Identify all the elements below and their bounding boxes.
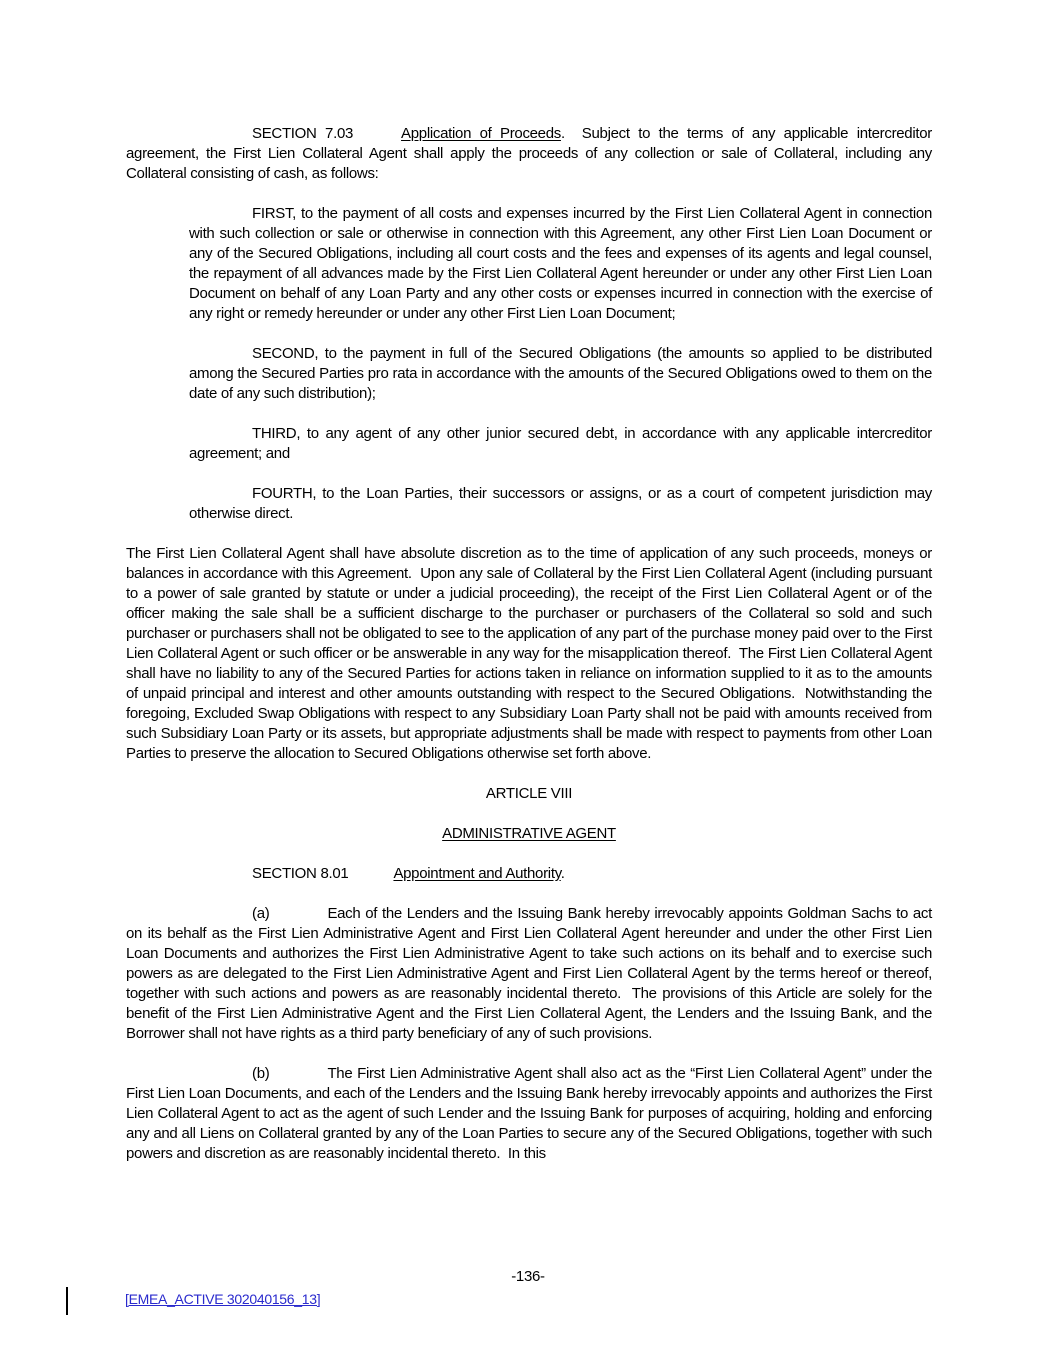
paragraph-a-marker: (a) <box>252 905 270 922</box>
section-7-03-label: SECTION 7.03 <box>252 125 354 142</box>
article-title-text: ADMINISTRATIVE AGENT <box>442 825 616 842</box>
discretion-paragraph: The First Lien Collateral Agent shall have absolute discretion as to the time of application of any such proceeds, moneys or balances in accordance with this Agreement. Upon any sale of Collateral by the First Lien Collateral Agent (including pursuant to a power of sale granted by statute or under a judicial proceeding), the receipt of the First Lien Collateral Agent or of the officer making the sale shall be a sufficient discharge to the purchaser or purchasers of the Collateral so sold and such purchaser or purchasers shall not be obligated to see to the application of any part of the purchase money paid over to the First Lien Collateral Agent or such officer or be answerable in any way for the misapplication thereof. The First Lien Collateral Agent shall have no liability to any of the Secured Parties for actions taken in reliance on information supplied to it as to the amounts of unpaid principal and interest and other amounts outstanding with respect to the Secured Obligations. Notwithstanding the foregoing, Excluded Swap Obligations with respect to any Subsidiary Loan Party shall not be paid with amounts received from such Subsidiary Loan Party or its assets, but appropriate adjustments shall be made with respect to payments from other Loan Parties to preserve the allocation to Secured Obligations otherwise set forth above. <box>126 545 936 762</box>
tab-spacer <box>269 1077 327 1078</box>
paragraph-b-marker: (b) <box>252 1065 270 1082</box>
article-title-heading <box>126 824 932 844</box>
change-bar <box>66 1287 68 1315</box>
document-body <box>126 124 936 1184</box>
tab-spacer <box>348 877 393 878</box>
section-7-03-paragraph <box>126 124 936 184</box>
tab-spacer <box>353 137 401 138</box>
section-8-01-text: . <box>560 865 565 882</box>
page-number: -136- <box>511 1268 545 1285</box>
clause-fourth: FOURTH, to the Loan Parties, their successors or assigns, or as a court of competent jurisdiction may otherwise direct. <box>189 485 936 522</box>
article-number-heading: ARTICLE VIII <box>485 785 573 802</box>
doc-stamp-link[interactable]: [EMEA_ACTIVE 302040156_13] <box>125 1291 321 1307</box>
clause-third: THIRD, to any agent of any other junior secured debt, in accordance with any applicable intercreditor agreement; and <box>189 425 936 462</box>
section-7-03-heading: Application of Proceeds <box>401 125 561 142</box>
section-8-01-heading: Appointment and Authority <box>393 865 561 882</box>
tab-spacer <box>269 917 327 918</box>
section-7-03-text: . Subject to the terms of any applicable intercreditor agreement, the First Lien Collateral Agent shall apply the proceeds of any collection or sale of Collateral, including any Collateral consisting of cash, as follows: <box>126 125 936 182</box>
paragraph-b-text: The First Lien Administrative Agent shall also act as the “First Lien Collateral Agent” under the First Lien Loan Documents, and each of the Lenders and the Issuing Bank hereby irrevocably appoints and authorizes the First Lien Collateral Agent to act as the agent of such Lender and the Issuing Bank for purposes of acquiring, holding and enforcing any and all Liens on Collateral granted by any of the Loan Parties to secure any of the Secured Obligations, together with such powers and discretion as are reasonably incidental thereto. In this <box>126 1065 936 1162</box>
section-8-01-paragraph <box>126 864 932 884</box>
paragraph-a-text: Each of the Lenders and the Issuing Bank hereby irrevocably appoints Goldman Sachs to act on its behalf as the First Lien Administrative Agent and First Lien Collateral Agent hereunder and under the other First Lien Loan Documents and authorizes the First Lien Administrative Agent to take such actions on its behalf and to exercise such powers as are delegated to the First Lien Administrative Agent and First Lien Collateral Agent by the terms hereof or thereof, together with such actions and powers as are reasonably incidental thereto. The provisions of this Article are solely for the benefit of the First Lien Administrative Agent and the First Lien Collateral Agent, the Lenders and the Issuing Bank, and the Borrower shall not have rights as a third party beneficiary of any of such provisions. <box>126 905 936 1042</box>
section-8-01-label: SECTION 8.01 <box>252 865 349 882</box>
paragraph-a <box>126 904 936 1044</box>
clause-first: FIRST, to the payment of all costs and expenses incurred by the First Lien Collateral Agent in connection with such collection or sale or otherwise in connection with this Agreement, any other First Lien Loan Document or any of the Secured Obligations, including all court costs and the fees and expenses of its agents and legal counsel, the repayment of all advances made by the First Lien Collateral Agent hereunder or under any other First Lien Loan Document on behalf of any Loan Party and any other costs or expenses incurred in connection with the exercise of any right or remedy hereunder or under any other First Lien Loan Document; <box>189 205 936 322</box>
clause-second: SECOND, to the payment in full of the Secured Obligations (the amounts so applied to be distributed among the Secured Parties pro rata in accordance with the amounts of the Secured Obligations owed to them on the date of any such distribution); <box>189 345 936 402</box>
paragraph-b <box>126 1064 936 1164</box>
